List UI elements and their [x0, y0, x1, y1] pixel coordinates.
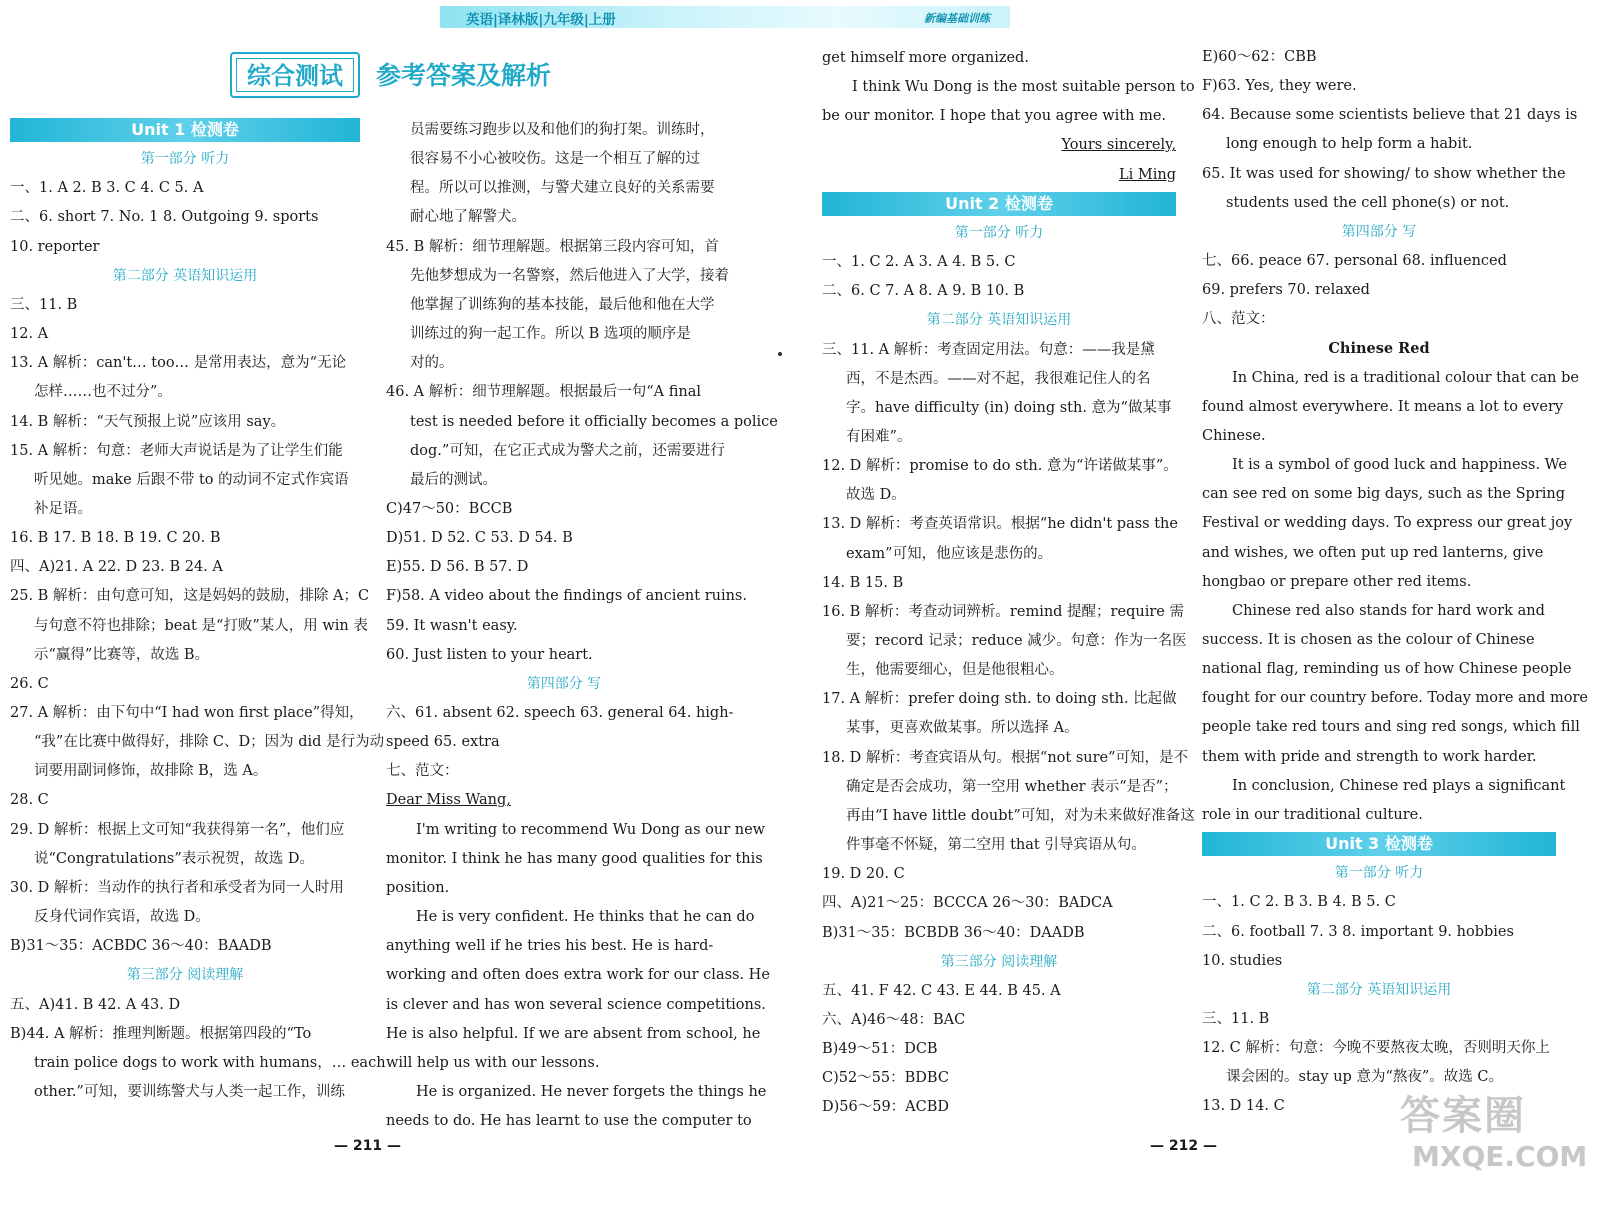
answer-line: 确定是否会成功，第一空用 whether 表示“是否”； [846, 778, 1178, 795]
answer-line: 与句意不符也排除；beat 是“打败”某人，用 win 表 [34, 617, 368, 634]
essay-title: Chinese Red [1328, 339, 1430, 357]
binding-dot [778, 352, 782, 356]
paragraph-line: It is a symbol of good luck and happiness. We [1232, 457, 1567, 474]
page-number-left: — 211 — [334, 1138, 401, 1154]
answer-line: and wishes, we often put up red lanterns, give [1202, 544, 1544, 561]
answer-line: 有困难”。 [846, 428, 912, 445]
header-right-text: 新编基础训练 [924, 12, 990, 25]
letter-closing: Yours sincerely, [1061, 137, 1176, 154]
section-heading: 第四部分 写 [1341, 223, 1417, 240]
answer-line: 故选 D。 [846, 487, 906, 504]
title-box [230, 52, 360, 98]
answer-line: test is needed before it officially becomes a police [410, 413, 778, 430]
answer-line: 程。所以可以推测，与警犬建立良好的关系需要 [410, 180, 715, 197]
paragraph-line: He is very confident. He thinks that he can do [416, 909, 755, 926]
paragraph-line: In China, red is a traditional colour that can be [1232, 369, 1579, 386]
answer-line: get himself more organized. [822, 50, 1029, 66]
answer-line: 65. It was used for showing/ to show whether the [1202, 165, 1566, 182]
answer-line: He is also helpful. If we are absent from school, he [386, 1025, 761, 1042]
page-number-right: — 212 — [1150, 1138, 1217, 1154]
answer-line: 耐心地了解警犬。 [410, 209, 526, 226]
answer-line: speed 65. extra [386, 734, 500, 751]
answer-line: 17. A 解析：prefer doing sth. to doing sth. 比起做 [822, 691, 1177, 708]
answer-line: 二、6. C 7. A 8. A 9. B 10. B [822, 283, 1025, 300]
answer-line: 16. B 解析：考查动词辨析。remind 提醒；require 需 [822, 603, 1184, 620]
answer-line: 听见她。make 后跟不带 to 的动词不定式作宾语 [34, 471, 349, 488]
answer-line: “我”在比赛中做得好，排除 C、D；因为 did 是行为动 [34, 734, 385, 751]
letter-salutation: Dear Miss Wang, [386, 792, 511, 809]
answer-line: 14. B 15. B [822, 574, 904, 591]
answer-line: 再由“I have little doubt”可知，对为未来做好准备这 [846, 807, 1195, 824]
answer-line: 13. D 14. C [1202, 1098, 1285, 1115]
answer-line: 45. B 解析：细节理解题。根据第三段内容可知，首 [386, 238, 719, 255]
answer-line: working and often does extra work for our class. He [386, 967, 770, 984]
paragraph-line: He is organized. He never forgets the things he [416, 1083, 767, 1100]
answer-line: national flag, reminding us of how Chinese people [1202, 661, 1572, 678]
answer-line: 64. Because some scientists believe that 21 days is [1202, 107, 1578, 124]
answer-line: E)60～62：CBB [1202, 49, 1317, 65]
answer-line: F)58. A video about the findings of ancient ruins. [386, 588, 747, 605]
answer-line: needs to do. He has learnt to use the computer to [386, 1113, 752, 1130]
answer-line: 三、11. B [1202, 1010, 1270, 1027]
answer-line: B)49～51：DCB [822, 1041, 938, 1058]
answer-line: 16. B 17. B 18. B 19. C 20. B [10, 530, 221, 547]
answer-line: can see red on some big days, such as the Spring [1202, 486, 1566, 503]
answer-line: anything well if he tries his best. He is hard- [386, 938, 714, 955]
answer-line: 反身代词作宾语，故选 D。 [34, 909, 210, 926]
answer-line: 69. prefers 70. relaxed [1202, 282, 1370, 299]
answer-line: B)31～35：ACBDC 36～40：BAADB [10, 938, 272, 955]
answer-line: 补足语。 [34, 500, 92, 517]
answer-line: F)63. Yes, they were. [1202, 78, 1357, 95]
answer-line: Festival or wedding days. To express our great joy [1202, 515, 1573, 532]
answer-line: role in our traditional culture. [1202, 806, 1423, 823]
answer-line: 很容易不小心被咬伤。这是一个相互了解的过 [410, 151, 700, 168]
answer-line: 27. A 解析：由下句中“I had won first place”得知， [10, 705, 364, 721]
paragraph-line: I think Wu Dong is the most suitable person to [852, 79, 1195, 96]
answer-line: 某事，更喜欢做某事。所以选择 A。 [846, 720, 1079, 737]
answer-line: 字。have difficulty (in) doing sth. 意为“做某事 [846, 399, 1172, 416]
watermark-bottom: MXQE.COM [1412, 1140, 1588, 1173]
paragraph-line: I'm writing to recommend Wu Dong as our new [416, 821, 766, 838]
section-heading: 第一部分 听力 [140, 151, 230, 168]
unit-header-bar: Unit 2 检测卷 [822, 192, 1176, 216]
answer-line: exam”可知，他应该是悲伤的。 [846, 545, 1053, 562]
watermark [1400, 1084, 1590, 1194]
answer-line: hongbao or prepare other red items. [1202, 573, 1472, 590]
page-title: 参考答案及解析 [376, 61, 552, 90]
answer-line: 六、A)46～48：BAC [822, 1011, 966, 1028]
answer-line: 59. It wasn't easy. [386, 617, 518, 634]
header-left-text: 英语|译林版|九年级|上册 [466, 12, 616, 28]
section-heading: 第二部分 英语知识运用 [926, 312, 1072, 329]
answer-line: 18. D 解析：考查宾语从句。根据“not sure”可知，是不 [822, 749, 1189, 766]
answer-line: B)31～35：BCBDB 36～40：DAADB [822, 924, 1085, 941]
answer-line: 12. D 解析：promise to do sth. 意为“许诺做某事”。 [822, 458, 1178, 475]
answer-line: D)56～59：ACBD [822, 1099, 950, 1116]
answer-line: 怎样……也不过分”。 [34, 384, 172, 401]
answer-line: train police dogs to work with humans，… each [34, 1054, 386, 1071]
answer-line: 60. Just listen to your heart. [386, 646, 593, 663]
answer-line: 三、11. B [10, 296, 78, 313]
answer-line: 26. C [10, 675, 49, 692]
answer-line: 词要用副词修饰，故排除 B，选 A。 [34, 763, 268, 780]
answer-line: 二、6. football 7. 3 8. important 9. hobbies [1202, 923, 1514, 940]
answer-line: 生，他需要细心，但是他很粗心。 [846, 662, 1064, 679]
answer-line: 29. D 解析：根据上文可知“我获得第一名”，他们应 [10, 821, 345, 838]
answer-line: C)47～50：BCCB [386, 500, 513, 517]
answer-line: 训练过的狗一起工作。所以 B 选项的顺序是 [410, 326, 691, 343]
answer-line: dog.”可知，在它正式成为警犬之前，还需要进行 [410, 442, 725, 459]
answer-line: C)52～55：BDBC [822, 1070, 949, 1087]
unit-header-bar: Unit 1 检测卷 [10, 118, 360, 142]
answer-line: position. [386, 879, 450, 896]
answer-line: 一、1. C 2. B 3. B 4. B 5. C [1202, 894, 1396, 911]
section-heading: 第四部分 写 [526, 675, 602, 692]
answer-line: 10. studies [1202, 952, 1283, 969]
answer-line: 四、A)21～25：BCCCA 26～30：BADCA [822, 895, 1113, 912]
answer-line: 46. A 解析：细节理解题。根据最后一句“A final [386, 384, 702, 401]
answer-line: fought for our country before. Today more and more [1202, 690, 1588, 707]
answer-line: 12. A [10, 326, 49, 343]
answer-line: 六、61. absent 62. speech 63. general 64. high- [386, 705, 734, 721]
answer-line: people take red tours and sing red songs, which fill [1202, 719, 1580, 736]
answer-line: 15. A 解析：句意：老师大声说话是为了让学生们能 [10, 442, 343, 459]
answer-line: 五、A)41. B 42. A 43. D [10, 996, 181, 1013]
answer-line: 30. D 解析：当动作的执行者和承受者为同一人时用 [10, 879, 344, 896]
answer-line: 二、6. short 7. No. 1 8. Outgoing 9. sports [10, 209, 319, 226]
answer-line: students used the cell phone(s) or not. [1226, 194, 1510, 211]
paragraph-line: Chinese red also stands for hard work and [1232, 602, 1545, 619]
section-heading: 第一部分 听力 [1334, 865, 1424, 882]
answer-line: 12. C 解析：句意：今晚不要熬夜太晚，否则明天你上 [1202, 1040, 1550, 1057]
answer-line: 课会困的。stay up 意为“熬夜”。故选 C。 [1226, 1069, 1503, 1086]
answer-line: monitor. I think he has many good qualities for this [386, 850, 763, 867]
answer-line: 19. D 20. C [822, 866, 905, 883]
answer-line: 14. B 解析：“天气预报上说”应该用 say。 [10, 413, 286, 430]
answer-line: 一、1. C 2. A 3. A 4. B 5. C [822, 254, 1016, 271]
answer-line: 25. B 解析：由句意可知，这是妈妈的鼓励，排除 A；C [10, 588, 370, 605]
answer-line: 件事毫不怀疑，第二空用 that 引导宾语从句。 [846, 837, 1146, 854]
answer-line: them with pride and strength to work harder. [1202, 748, 1537, 765]
answer-line: 28. C [10, 792, 49, 809]
answer-line: 示“赢得”比赛等，故选 B。 [34, 646, 210, 663]
answer-line: 七、66. peace 67. personal 68. influenced [1202, 253, 1507, 270]
answer-line: found almost everywhere. It means a lot to every [1202, 398, 1564, 415]
answer-line: be our monitor. I hope that you agree with me. [822, 108, 1167, 125]
title-box-text: 综合测试 [236, 58, 354, 92]
answer-line: 西，不是杰西。——对不起，我很难记住人的名 [846, 370, 1151, 387]
answer-line: D)51. D 52. C 53. D 54. B [386, 530, 573, 547]
answer-line: 员需要练习跑步以及和他们的狗打架。训练时， [410, 122, 715, 138]
paragraph-line: In conclusion, Chinese red plays a significant [1232, 777, 1566, 794]
answer-line: long enough to help form a habit. [1226, 136, 1473, 153]
answer-line: Chinese. [1202, 427, 1266, 444]
section-heading: 第二部分 英语知识运用 [112, 267, 258, 284]
answer-line: 一、1. A 2. B 3. C 4. C 5. A [10, 180, 204, 197]
answer-line: 要；record 记录；reduce 减少。句意：作为一名医 [846, 633, 1187, 649]
answer-line: 13. D 解析：考查英语常识。根据“he didn't pass the [822, 516, 1178, 533]
answer-line: success. It is chosen as the colour of Chinese [1202, 632, 1535, 648]
section-heading: 第三部分 阅读理解 [126, 967, 244, 984]
answer-line: 四、A)21. A 22. D 23. B 24. A [10, 559, 223, 576]
watermark-top: 答案圈 [1400, 1093, 1526, 1139]
answer-line: 八、范文： [1202, 311, 1275, 328]
answer-line: will help us with our lessons. [386, 1054, 600, 1071]
answer-line: B)44. A 解析：推理判断题。根据第四段的“To [10, 1025, 312, 1042]
unit-header-bar: Unit 3 检测卷 [1202, 832, 1556, 856]
answer-line: other.”可知，要训练警犬与人类一起工作，训练 [34, 1083, 345, 1100]
letter-closing: Li Ming [1119, 166, 1176, 183]
section-heading: 第三部分 阅读理解 [940, 953, 1058, 970]
answer-line: 他掌握了训练狗的基本技能，最后他和他在大学 [410, 296, 715, 313]
answer-line: 说“Congratulations”表示祝贺，故选 D。 [34, 850, 315, 867]
answer-line: 对的。 [410, 355, 454, 372]
section-heading: 第二部分 英语知识运用 [1306, 981, 1452, 998]
answer-line: 先他梦想成为一名警察，然后他进入了大学，接着 [410, 267, 729, 284]
answer-line: 13. A 解析：can't… too… 是常用表达，意为“无论 [10, 355, 347, 372]
answer-line: 最后的测试。 [410, 471, 497, 488]
answer-line: 三、11. A 解析：考查固定用法。句意：——我是黛 [822, 341, 1155, 358]
answer-line: E)55. D 56. B 57. D [386, 559, 529, 576]
answer-line: 七、范文： [386, 763, 459, 780]
section-heading: 第一部分 听力 [954, 224, 1044, 241]
answer-line: is clever and has won several science competitions. [386, 996, 766, 1013]
answer-line: 10. reporter [10, 238, 100, 255]
answer-line: 五、41. F 42. C 43. E 44. B 45. A [822, 982, 1061, 999]
